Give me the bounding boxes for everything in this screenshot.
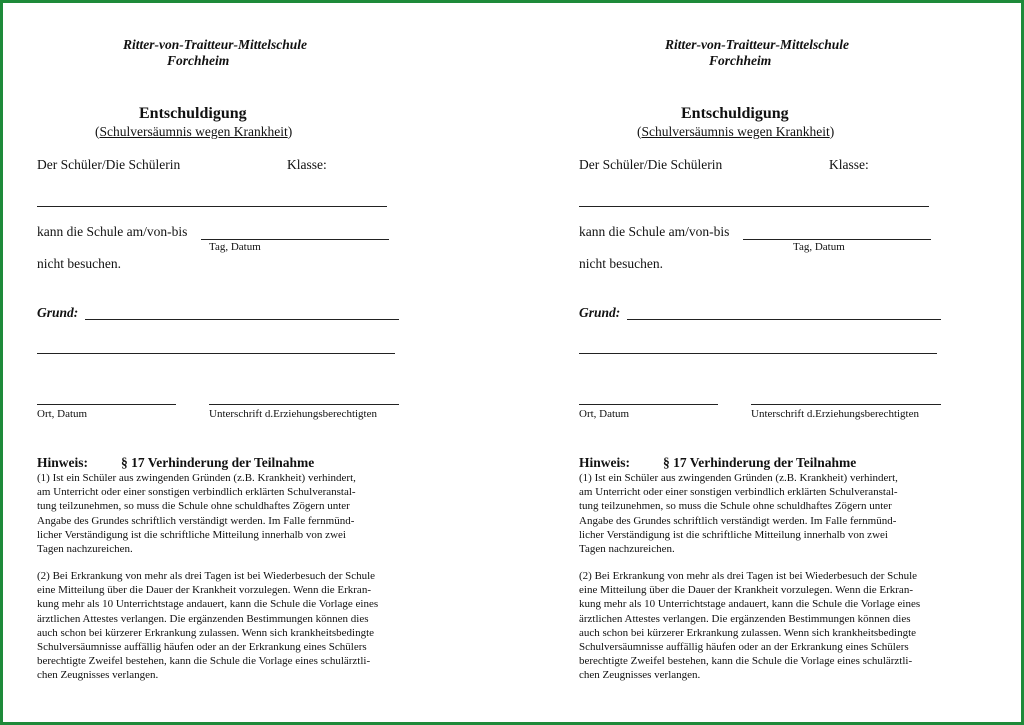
notice-label: Hinweis: <box>579 455 631 470</box>
subtitle-text: Schulversäumnis wegen Krankheit <box>641 124 830 139</box>
student-name-line[interactable] <box>579 206 929 207</box>
reason-line-2[interactable] <box>579 353 937 354</box>
subtitle-close: ) <box>829 124 835 139</box>
subtitle-open: ( <box>95 124 100 139</box>
absence-form-right <box>577 3 1017 722</box>
place-date-line[interactable] <box>579 404 718 405</box>
signature-line[interactable] <box>751 404 941 405</box>
reason-line-1[interactable] <box>627 319 941 320</box>
class-label: Klasse: <box>287 157 327 172</box>
school-city: Forchheim <box>167 53 230 68</box>
form-title: Entschuldigung <box>681 105 789 122</box>
subtitle-text: Schulversäumnis wegen Krankheit <box>99 124 288 139</box>
reason-label: Grund: <box>37 305 79 320</box>
place-date-caption: Ort, Datum <box>37 408 88 420</box>
form-subtitle <box>95 124 292 140</box>
reason-label: Grund: <box>579 305 621 320</box>
not-attend-text: nicht besuchen. <box>37 256 121 271</box>
absence-form-left <box>35 3 475 722</box>
notice-paragraph-1: (1) Ist ein Schüler aus zwingenden Gründen (z.B. Krankheit) verhindert, am Unterricht oder einer sonstigen verbindlich erklärten Schulveranstal- tung teilzunehmen, so muss die Schule ohne schuldhaftes Zögern unter Angabe des Grundes schriftlich verständigt werden. Im Falle fernmünd- licher Verständigung ist die schriftliche Mitteilung innerhalb von zwei Tagen nachzureichen. <box>579 472 898 556</box>
date-caption: Tag, Datum <box>793 241 845 253</box>
notice-section: § 17 Verhinderung der Teilnahme <box>121 455 315 470</box>
subtitle-close: ) <box>287 124 293 139</box>
signature-line[interactable] <box>209 404 399 405</box>
student-label: Der Schüler/Die Schülerin <box>37 157 181 172</box>
school-name: Ritter-von-Traitteur-Mittelschule <box>123 37 307 52</box>
form-title: Entschuldigung <box>139 105 247 122</box>
absence-label: kann die Schule am/von-bis <box>579 224 730 239</box>
reason-line-1[interactable] <box>85 319 399 320</box>
not-attend-text: nicht besuchen. <box>579 256 663 271</box>
student-name-line[interactable] <box>37 206 387 207</box>
reason-line-2[interactable] <box>37 353 395 354</box>
signature-caption: Unterschrift d.Erziehungsberechtigten <box>751 408 919 420</box>
place-date-caption: Ort, Datum <box>579 408 630 420</box>
class-label: Klasse: <box>829 157 869 172</box>
notice-section: § 17 Verhinderung der Teilnahme <box>663 455 857 470</box>
notice-paragraph-2: (2) Bei Erkrankung von mehr als drei Tagen ist bei Wiederbesuch der Schule eine Mitteilung über die Dauer der Krankheit vorzulegen. Wenn die Erkran- kung mehr als 10 Unterrichtstage andauert, kann die Schule die Vorlage eines ärztlichen Attestes verlangen. Die ergänzenden Bestimmungen können dies auch schon bei kürzerer Erkrankung zulassen. Wenn sich krankheitsbedingte Schulversäumnisse auffällig häufen oder an der Erkrankung eines Schülers berechtigte Zweifel bestehen, kann die Schule die Vorlage eines schulärztli- chen Zeugnisses verlangen. <box>579 570 921 682</box>
signature-caption: Unterschrift d.Erziehungsberechtigten <box>209 408 377 420</box>
school-city: Forchheim <box>709 53 772 68</box>
absence-date-line[interactable] <box>201 239 389 240</box>
date-caption: Tag, Datum <box>209 241 261 253</box>
notice-paragraph-2: (2) Bei Erkrankung von mehr als drei Tagen ist bei Wiederbesuch der Schule eine Mitteilung über die Dauer der Krankheit vorzulegen. Wenn die Erkran- kung mehr als 10 Unterrichtstage andauert, kann die Schule die Vorlage eines ärztlichen Attestes verlangen. Die ergänzenden Bestimmungen können dies auch schon bei kürzerer Erkrankung zulassen. Wenn sich krankheitsbedingte Schulversäumnisse auffällig häufen oder an der Erkrankung eines Schülers berechtigte Zweifel bestehen, kann die Schule die Vorlage eines schulärztli- chen Zeugnisses verlangen. <box>37 570 379 682</box>
absence-date-line[interactable] <box>743 239 931 240</box>
notice-label: Hinweis: <box>37 455 89 470</box>
notice-paragraph-1: (1) Ist ein Schüler aus zwingenden Gründen (z.B. Krankheit) verhindert, am Unterricht oder einer sonstigen verbindlich erklärten Schulveranstal- tung teilzunehmen, so muss die Schule ohne schuldhaftes Zögern unter Angabe des Grundes schriftlich verständigt werden. Im Falle fernmünd- licher Verständigung ist die schriftliche Mitteilung innerhalb von zwei Tagen nachzureichen. <box>37 472 356 556</box>
absence-label: kann die Schule am/von-bis <box>37 224 188 239</box>
form-subtitle <box>637 124 834 140</box>
subtitle-open: ( <box>637 124 642 139</box>
place-date-line[interactable] <box>37 404 176 405</box>
school-name: Ritter-von-Traitteur-Mittelschule <box>665 37 849 52</box>
student-label: Der Schüler/Die Schülerin <box>579 157 723 172</box>
